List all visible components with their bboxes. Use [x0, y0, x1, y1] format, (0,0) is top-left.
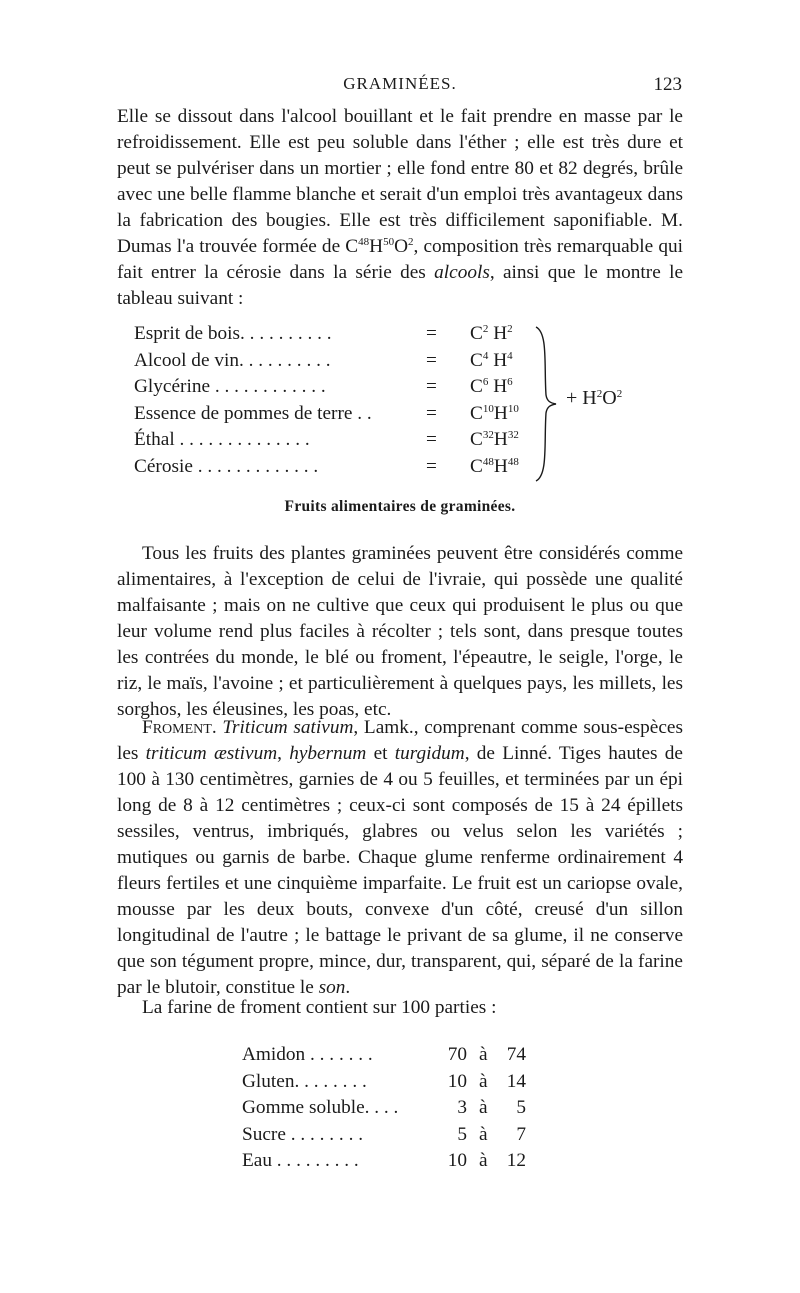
compound-name: Alcool de vin. . . . . . . . . . — [134, 349, 331, 371]
compound-name: Éthal . . . . . . . . . . . . . . — [134, 429, 310, 450]
formula-subscript: 48 — [358, 236, 370, 248]
right-brace-icon — [534, 325, 558, 483]
range-word: à — [479, 1097, 488, 1118]
min-value: 70 — [447, 1044, 467, 1065]
table-row — [242, 1044, 542, 1071]
formula: $C^{10}H^{10}$ — [470, 402, 519, 424]
equals-sign: = — [426, 429, 437, 450]
formula-symbol: H — [369, 236, 384, 257]
compound-name: Essence de pommes de terre . . — [134, 402, 372, 424]
equals-sign: = — [426, 455, 437, 477]
component-name: Eau . . . . . . . . . — [242, 1150, 359, 1171]
range-word: à — [479, 1150, 488, 1171]
italic-term: son — [318, 977, 346, 998]
paragraph-text: Tous les fruits des plantes graminées peuvent être considérés comme alimentaires, à l'exception de celui de l'ivraie, qui possède une qualité malfaisante ; mais on ne cultive que ceux qui produisent le plus ou que leur volume rend plus faciles à récolter ; tels sont, dans presque toutes les contrées du monde, le blé ou froment, l'épeautre, le seigle, l'orge, le riz, le maïs, l'avoine ; et particulièrement à quelques pays, les millets, les sorghos, les éleusines, les poas, etc. — [117, 543, 683, 720]
equals-sign: = — [426, 349, 437, 371]
formula-subscript: 50 — [383, 236, 395, 248]
range-word: à — [479, 1123, 488, 1145]
section-heading: Fruits alimentaires de graminées. — [284, 498, 516, 515]
flour-composition-table — [242, 1044, 542, 1177]
alcohol-series-table — [134, 323, 674, 482]
paragraph-text: Elle se dissout dans l'alcool bouillant et le fait prendre en masse par le refroidissement. Elle est peu soluble dans l'éther ; elle est très dure et peut se pulvériser dans un mortier ; elle fond entre 80 et 82 degrés, brûle avec une belle flamme blanche et serait d'un emploi très avantageux dans la fabrication des bougies. Elle est très difficilement saponifiable. M. Dumas l'a trouvée formée de C — [117, 106, 683, 257]
min-value: 5 — [457, 1123, 467, 1145]
max-value: 14 — [506, 1070, 526, 1092]
formula: $C^6$ $H^6$ — [470, 376, 513, 397]
italic-term: alcools — [434, 262, 490, 283]
table-row — [242, 1097, 542, 1124]
table-row — [242, 1124, 542, 1151]
paragraph-text: , ainsi que le montre le tableau suivant : — [117, 262, 684, 309]
component-name: Gomme soluble. . . . — [242, 1097, 399, 1118]
running-title: GRAMINÉES. — [343, 74, 457, 93]
range-word: à — [479, 1070, 488, 1092]
compound-name: Glycérine . . . . . . . . . . . . — [134, 376, 326, 397]
formula-symbol: O — [394, 236, 408, 257]
max-value: 74 — [506, 1044, 526, 1065]
paragraph-farine — [117, 995, 683, 1021]
formula-subscript: 2 — [408, 236, 414, 248]
equals-sign: = — [426, 402, 437, 424]
component-name: Amidon . . . . . . . — [242, 1044, 373, 1065]
max-value: 7 — [516, 1123, 526, 1145]
range-word: à — [479, 1044, 488, 1065]
paragraph-fruits — [117, 541, 683, 723]
paragraph-text: , composition très remarquable qui fait entrer la cérosie dans la série des — [117, 236, 683, 283]
component-name: Gluten. . . . . . . . — [242, 1070, 367, 1092]
table-row — [134, 350, 674, 377]
page-number: 123 — [653, 74, 682, 95]
equals-sign: = — [426, 323, 437, 344]
max-value: 12 — [506, 1150, 526, 1171]
entry-heading: Froment. — [142, 717, 217, 738]
equals-sign: = — [426, 376, 437, 397]
compound-name: Cérosie . . . . . . . . . . . . . — [134, 455, 319, 477]
table-row — [134, 323, 674, 350]
component-name: Sucre . . . . . . . . — [242, 1123, 364, 1145]
suffix-formula: + $H^2O^2$ — [566, 387, 623, 409]
table-row — [134, 429, 674, 456]
formula: $C^{48}H^{48}$ — [470, 455, 519, 477]
formula: $C^2$ $H^2$ — [470, 323, 513, 344]
table-row — [242, 1071, 542, 1098]
species-name: hybernum — [289, 743, 367, 764]
paragraph-froment: Froment. Triticum sativum, Lamk., comprenant comme sous-espèces les triticum æstivum, hybernum et turgidum, de Linné. Tiges hautes de 100 à 130 centimètres, garnies de 4 ou 5 feuilles, et terminées par un épi long de 8 à 12 centimètres ; ceux-ci sont composés de 15 à 24 épillets sessiles, ventrus, imbriqués, glabres ou velus selon les variétés ; mutiques ou garnis de barbe. Chaque glume renferme ordinairement 4 fleurs fertiles et une cinquième imparfaite. Le fruit est un cariopse ovale, mousse par les deux bouts, convexe d'un côté, creusé d'un sillon longitudinal de l'autre ; le battage le privant de sa glume, il ne conserve que son tégument propre, mince, dur, transparent, qui, séparé de la farine par le blutoir, constitue le son. — [117, 717, 683, 998]
paragraph-cerosie — [117, 104, 683, 312]
paragraph-text: La farine de froment contient sur 100 parties : — [142, 997, 497, 1018]
species-name: turgidum — [394, 743, 465, 764]
table-row — [242, 1150, 542, 1177]
running-head — [0, 74, 800, 98]
table-row — [134, 456, 674, 483]
species-name: Triticum sativum — [222, 717, 354, 738]
formula: $C^4$ $H^4$ — [470, 349, 513, 371]
formula: $C^{32}H^{32}$ — [470, 429, 519, 450]
min-value: 3 — [457, 1097, 467, 1118]
min-value: 10 — [447, 1150, 467, 1171]
compound-name: Esprit de bois. . . . . . . . . . — [134, 323, 332, 344]
min-value: 10 — [447, 1070, 467, 1092]
species-name: triticum æstivum — [145, 743, 278, 764]
max-value: 5 — [516, 1097, 526, 1118]
